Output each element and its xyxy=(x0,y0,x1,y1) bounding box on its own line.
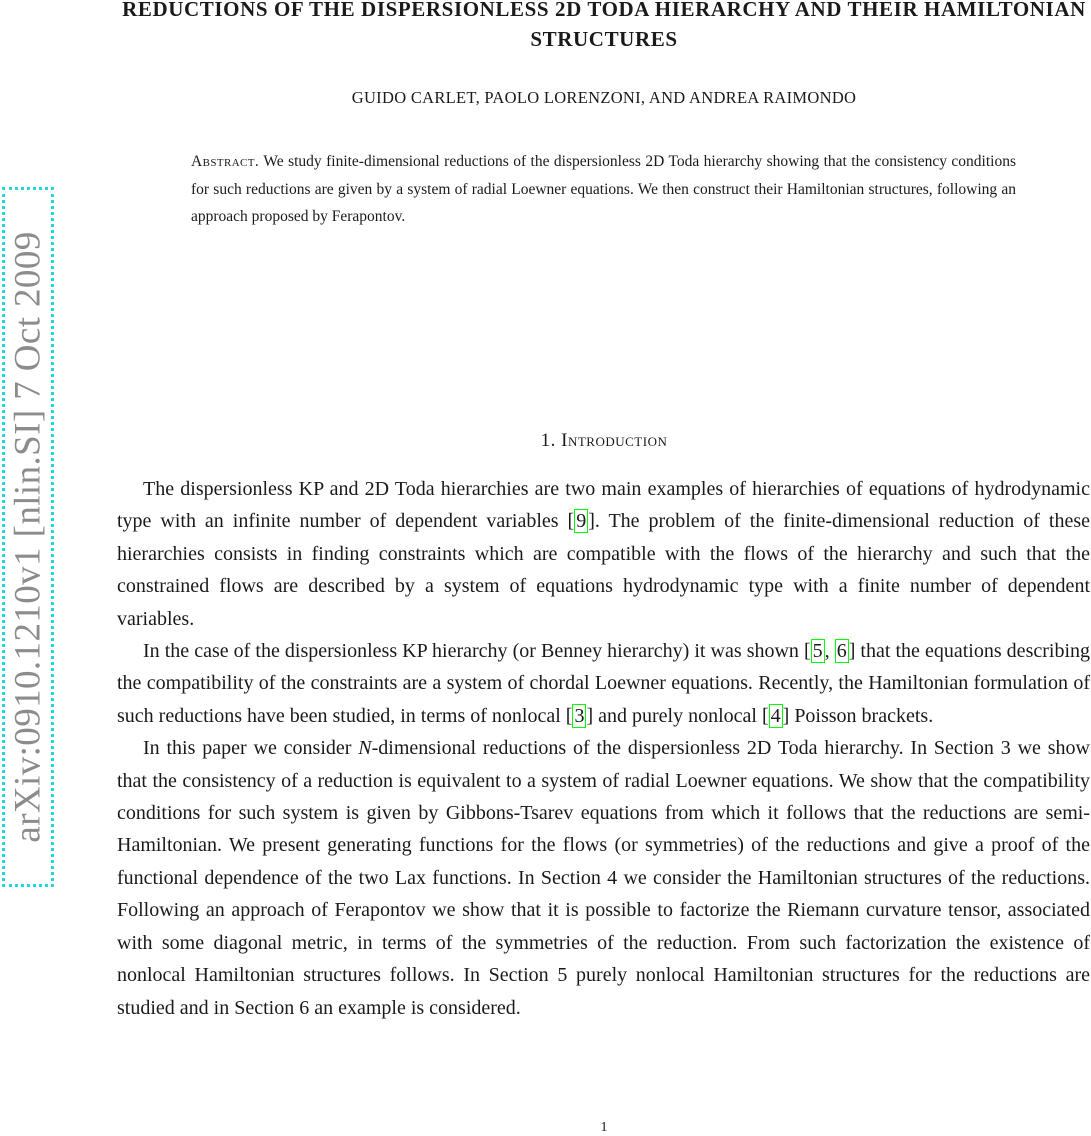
math-variable: N xyxy=(358,737,372,760)
citation-separator: , xyxy=(824,640,835,663)
paragraph-text: The dispersionless KP and 2D Toda hierarchies are two main examples of hierarchies of equations of hydrodynamic type with an infinite number of dependent variables xyxy=(117,478,1090,533)
introduction-body xyxy=(117,473,1090,1024)
paragraph-text: and purely nonlocal xyxy=(593,704,762,727)
section-heading xyxy=(120,430,1088,452)
arxiv-stamp[interactable] xyxy=(2,187,54,887)
section-number: 1. xyxy=(540,430,556,451)
abstract-label: Abstract. xyxy=(191,153,260,170)
citation-link[interactable]: 9 xyxy=(576,510,587,533)
paragraph-text: In this paper we consider xyxy=(143,737,359,760)
citation-link[interactable]: 3 xyxy=(574,704,585,727)
paper-authors: GUIDO CARLET, PAOLO LORENZONI, AND ANDREA RAIMONDO xyxy=(351,88,857,107)
abstract xyxy=(191,148,1016,231)
paragraph: The dispersionless KP and 2D Toda hierarchies are two main examples of hierarchies of equations of hydrodynamic type with an infinite number of dependent variables [ 9 ]. The problem of the finite-dimensional reduction of these hierarchies consists in finding constraints which are compatible with the flows of the hierarchy and such that the constrained flows are described by a system of equations hydrodynamic type with a finite number of dependent variables. xyxy=(117,478,1090,630)
section-name: Introduction xyxy=(561,430,668,451)
paragraph-text: . The problem of the finite-dimensional reduction of these hierarchies consists in finding constraints which are compatible with the flows of the hierarchy and such that the constrained flows are described by a system of equations hydrodynamic type with a finite number of dependent variables. xyxy=(117,510,1090,630)
paragraph-text: Poisson brackets. xyxy=(789,704,934,727)
paragraph-text: ] that the equations describing the compatibility of the constraints are a system of chordal Loewner equations. Recently, the Hamiltonian formulation of such reductions have been studied, in terms of nonlocal xyxy=(117,640,1090,727)
arxiv-stamp-text: arXiv:0910.1210v1 [nlin.SI] 7 Oct 2009 xyxy=(7,231,49,843)
citation-link[interactable]: 4 xyxy=(770,704,781,727)
paper-title: REDUCTIONS OF THE DISPERSIONLESS 2D TODA HIERARCHY AND THEIR HAMILTONIAN STRUCTURES xyxy=(122,0,1086,51)
page-number: 1 xyxy=(600,1120,608,1135)
citation-link[interactable]: 5 xyxy=(812,640,823,663)
paragraph-text: In the case of the dispersionless KP hierarchy (or Benney hierarchy) it was shown [ xyxy=(143,640,811,663)
paragraph xyxy=(117,732,1090,1024)
paragraph-text: -dimensional reductions of the dispersionless 2D Toda hierarchy. In Section 3 we show that the consistency of a reduction is equivalent to a system of radial Loewner equations. We show that the compatibility conditions for such system is given by Gibbons-Tsarev equations from which it follows that the reductions are semi-Hamiltonian. We present generating functions for the flows (or symmetries) of the reductions and give a proof of the functional dependence of the two Lax functions. In Section 4 we consider the Hamiltonian structures of the reductions. Following an approach of Ferapontov we show that it is possible to factorize the Riemann curvature tensor, associated with some diagonal metric, in terms of the symmetries of the reduction. From such factorization the existence of nonlocal Hamiltonian structures follows. In Section 5 purely nonlocal Hamiltonian structures for the reductions are studied and in Section 6 an example is considered. xyxy=(117,737,1091,1019)
paragraph: In the case of the dispersionless KP hierarchy (or Benney hierarchy) it was shown [ 5 , 6 ] that the equations describing the compatibility of the constraints are a system of chordal Loewner equations. Recently, the Hamiltonian formulation of such reductions have been studied, in terms of nonlocal [ 3 ] and purely nonlocal [ 4 ] Poisson brackets. xyxy=(117,640,1090,727)
citation-link[interactable]: 6 xyxy=(836,640,847,663)
abstract-text: We study finite-dimensional reductions of the dispersionless 2D Toda hierarchy showing that the consistency conditions for such reductions are given by a system of radial Loewner equations. We then construct their Hamiltonian structures, following an approach proposed by Ferapontov. xyxy=(191,153,1016,225)
